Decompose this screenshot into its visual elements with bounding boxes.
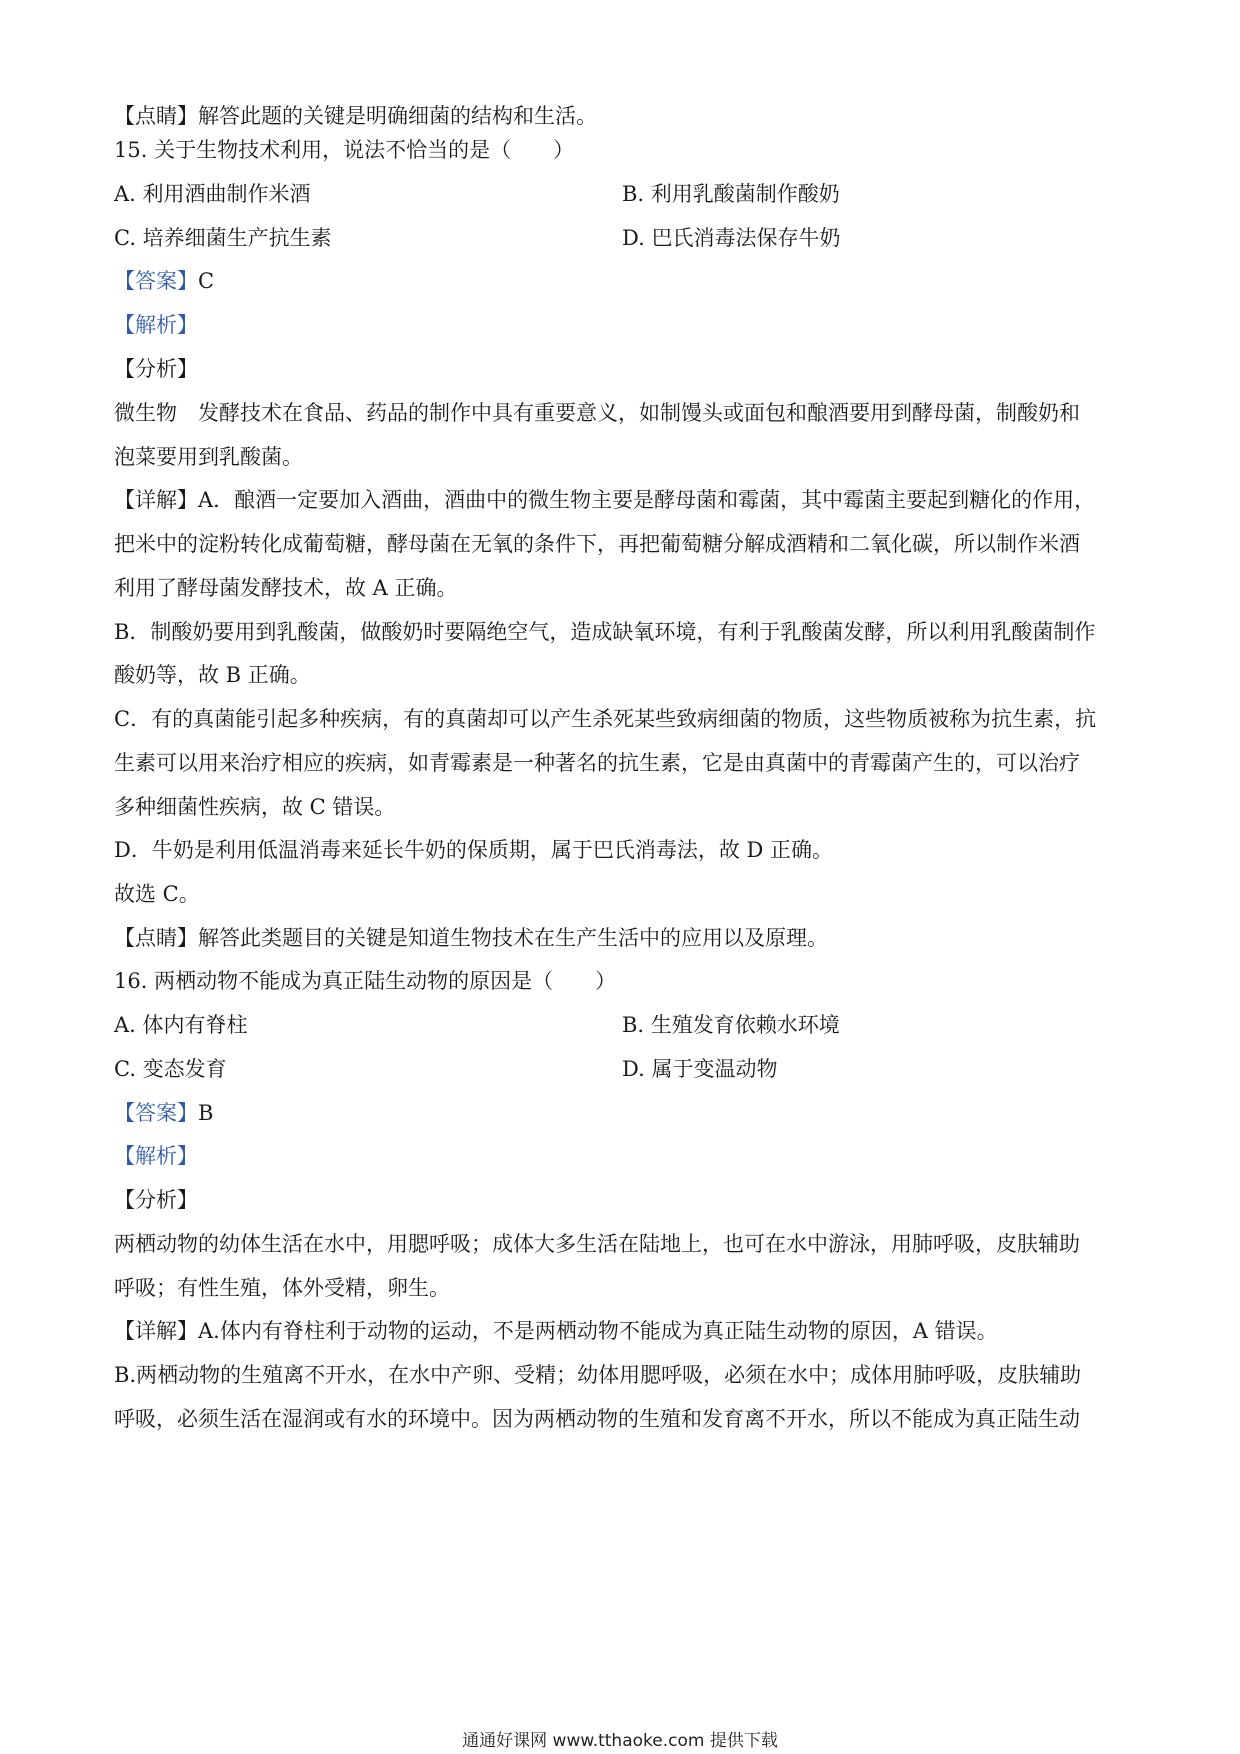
q15-detail-line: 多种细菌性疾病，故 C 错误。: [114, 795, 396, 819]
note-tag: 【点睛】: [114, 926, 198, 950]
page-footer: 通通好课网 www.tthaoke.com 提供下载: [462, 1731, 778, 1751]
detail-tag: 【详解】: [114, 488, 198, 512]
q16-detail-b: B.两栖动物的生殖离不开水，在水中产卵、受精；幼体用腮呼吸，必须在水中；成体用肺呼吸，皮肤辅助: [114, 1363, 1082, 1387]
q15-stem: 15. 关于生物技术利用，说法不恰当的是（ ）: [114, 138, 575, 162]
q15-option-b: B. 利用乳酸菌制作酸奶: [622, 182, 840, 206]
q15-detail-c: C．有的真菌能引起多种疾病，有的真菌却可以产生杀死某些致病细菌的物质，这些物质被称为抗生素，抗: [114, 707, 1097, 731]
answer-value: C: [198, 269, 215, 293]
detail-tag: 【详解】: [114, 1319, 198, 1343]
q15-fenxi-line: 微生物 发酵技术在食品、药品的制作中具有重要意义，如制馒头或面包和酿酒要用到酵母菌，制酸奶和: [114, 401, 1080, 425]
detail-text: A．酿酒一定要加入酒曲，酒曲中的微生物主要是酵母菌和霉菌，其中霉菌主要起到糖化的作用，: [198, 488, 1096, 512]
q15-detail-d: D．牛奶是利用低温消毒来延长牛奶的保质期，属于巴氏消毒法，故 D 正确。: [114, 838, 834, 862]
q16-stem: 16. 两栖动物不能成为真正陆生动物的原因是（ ）: [114, 969, 617, 993]
q15-detail-line: 利用了酵母菌发酵技术，故 A 正确。: [114, 576, 458, 600]
q15-fenxi-line: 泡菜要用到乳酸菌。: [114, 445, 303, 469]
q16-option-c: C. 变态发育: [114, 1057, 227, 1081]
q16-analysis-tag: 【解析】: [114, 1144, 198, 1168]
q16-fenxi-tag: 【分析】: [114, 1188, 198, 1212]
q16-answer: [114, 1098, 1134, 1128]
q15-detail-line: 把米中的淀粉转化成葡萄糖，酵母菌在无氧的条件下，再把葡萄糖分解成酒精和二氧化碳，所以制作米酒: [114, 532, 1080, 556]
answer-tag: 【答案】: [114, 1101, 198, 1125]
q15-detail-line: 生素可以用来治疗相应的疾病，如青霉素是一种著名的抗生素，它是由真菌中的青霉菌产生的，可以治疗: [114, 751, 1080, 775]
q15-fenxi-tag: 【分析】: [114, 357, 198, 381]
q15-note: [114, 923, 1134, 953]
q15-option-c: C. 培养细菌生产抗生素: [114, 226, 332, 250]
q16-detail-line: 呼吸，必须生活在湿润或有水的环境中。因为两栖动物的生殖和发育离不开水，所以不能成为真正陆生动: [114, 1407, 1080, 1431]
q15-detail-a: [114, 485, 1134, 515]
q15-detail-line: 酸奶等，故 B 正确。: [114, 663, 311, 687]
q14-note: [114, 101, 1134, 131]
q16-option-a: A. 体内有脊柱: [114, 1013, 248, 1037]
q15-option-d: D. 巴氏消毒法保存牛奶: [622, 226, 841, 250]
q15-analysis-tag: 【解析】: [114, 313, 198, 337]
q16-detail-a: [114, 1316, 1134, 1346]
answer-value: B: [198, 1101, 214, 1125]
q16-option-b: B. 生殖发育依赖水环境: [622, 1013, 840, 1037]
answer-tag: 【答案】: [114, 269, 198, 293]
q16-option-d: D. 属于变温动物: [622, 1057, 778, 1081]
q15-choose: 故选 C。: [114, 882, 200, 906]
note-tag: 【点睛】: [114, 104, 198, 128]
q15-option-a: A. 利用酒曲制作米酒: [114, 182, 311, 206]
detail-text: A.体内有脊柱利于动物的运动，不是两栖动物不能成为真正陆生动物的原因，A 错误。: [198, 1319, 998, 1343]
q16-fenxi-line: 呼吸；有性生殖，体外受精，卵生。: [114, 1276, 450, 1300]
note-text: 解答此类题目的关键是知道生物技术在生产生活中的应用以及原理。: [198, 926, 828, 950]
q16-fenxi-line: 两栖动物的幼体生活在水中，用腮呼吸；成体大多生活在陆地上，也可在水中游泳，用肺呼吸，皮肤辅助: [114, 1232, 1080, 1256]
q15-detail-b: B．制酸奶要用到乳酸菌，做酸奶时要隔绝空气，造成缺氧环境，有利于乳酸菌发酵，所以利用乳酸菌制作: [114, 620, 1096, 644]
note-text: 解答此题的关键是明确细菌的结构和生活。: [198, 104, 597, 128]
q15-answer: [114, 266, 1134, 296]
